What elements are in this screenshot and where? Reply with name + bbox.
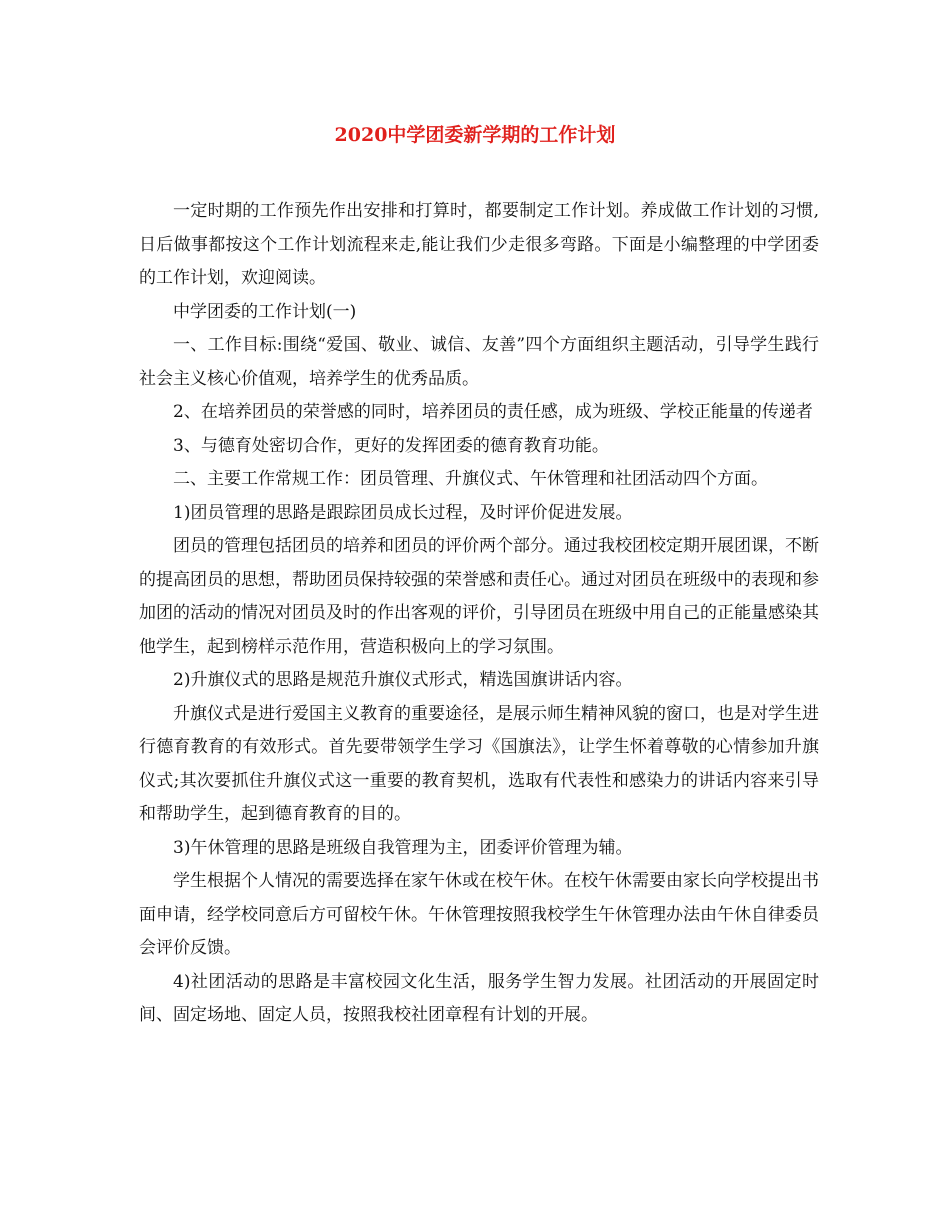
paragraph-routine-work: 二、主要工作常规工作：团员管理、升旗仪式、午休管理和社团活动四个方面。	[173, 469, 768, 489]
paragraph-club-activities: 4)社团活动的思路是丰富校园文化生活，服务学生智力发展。社团活动的开展固定时间、固定场地、固定人员，按照我校社团章程有计划的开展。	[139, 971, 819, 1025]
paragraph-goal-2: 2、在培养团员的荣誉感的同时，培养团员的责任感，成为班级、学校正能量的传递者	[173, 402, 813, 422]
paragraph-flag-ceremony-heading: 2)升旗仪式的思路是规范升旗仪式形式，精选国旗讲话内容。	[173, 670, 633, 690]
paragraph-goal-3: 3、与德育处密切合作，更好的发挥团委的德育教育功能。	[173, 435, 609, 456]
paragraph-noon-rest: 学生根据个人情况的需要选择在家午休或在校午休。在校午休需要由家长向学校提出书面申请，经学校同意后方可留校午休。午休管理按照我校学生午休管理办法由午休自律委员会评价反馈。	[139, 871, 819, 958]
paragraph-intro: 一定时期的工作预先作出安排和打算时，都要制定工作计划。养成做工作计划的习惯,日后做事都按这个工作计划流程来走,能让我们少走很多弯路。下面是小编整理的中学团委的工作计划，欢迎阅读。	[139, 201, 819, 288]
document-body	[139, 195, 819, 1033]
paragraph-member-management: 团员的管理包括团员的培养和团员的评价两个部分。通过我校团校定期开展团课，不断的提高团员的思想，帮助团员保持较强的荣誉感和责任心。通过对团员在班级中的表现和参加团的活动的情况对团员及时的作出客观的评价，引导团员在班级中用自己的正能量感染其他学生，起到榜样示范作用，营造积极向上的学习氛围。	[139, 536, 819, 657]
paragraph-member-management-heading: 1)团员管理的思路是跟踪团员成长过程，及时评价促进发展。	[173, 502, 633, 523]
paragraph-goal: 一、工作目标:围绕“爱国、敬业、诚信、友善”四个方面组织主题活动，引导学生践行社会主义核心价值观，培养学生的优秀品质。	[139, 335, 819, 389]
document-title: 2020中学团委新学期的工作计划	[334, 124, 616, 146]
paragraph-flag-ceremony: 升旗仪式是进行爱国主义教育的重要途径，是展示师生精神风貌的窗口，也是对学生进行德育教育的有效形式。首先要带领学生学习《国旗法》，让学生怀着尊敬的心情参加升旗仪式;其次要抓住升旗仪式这一重要的教育契机，选取有代表性和感染力的讲话内容来引导和帮助学生，起到德育教育的目的。	[139, 703, 819, 824]
paragraph-section-heading: 中学团委的工作计划(一)	[173, 301, 357, 322]
paragraph-noon-rest-heading: 3)午休管理的思路是班级自我管理为主，团委评价管理为辅。	[173, 837, 633, 858]
